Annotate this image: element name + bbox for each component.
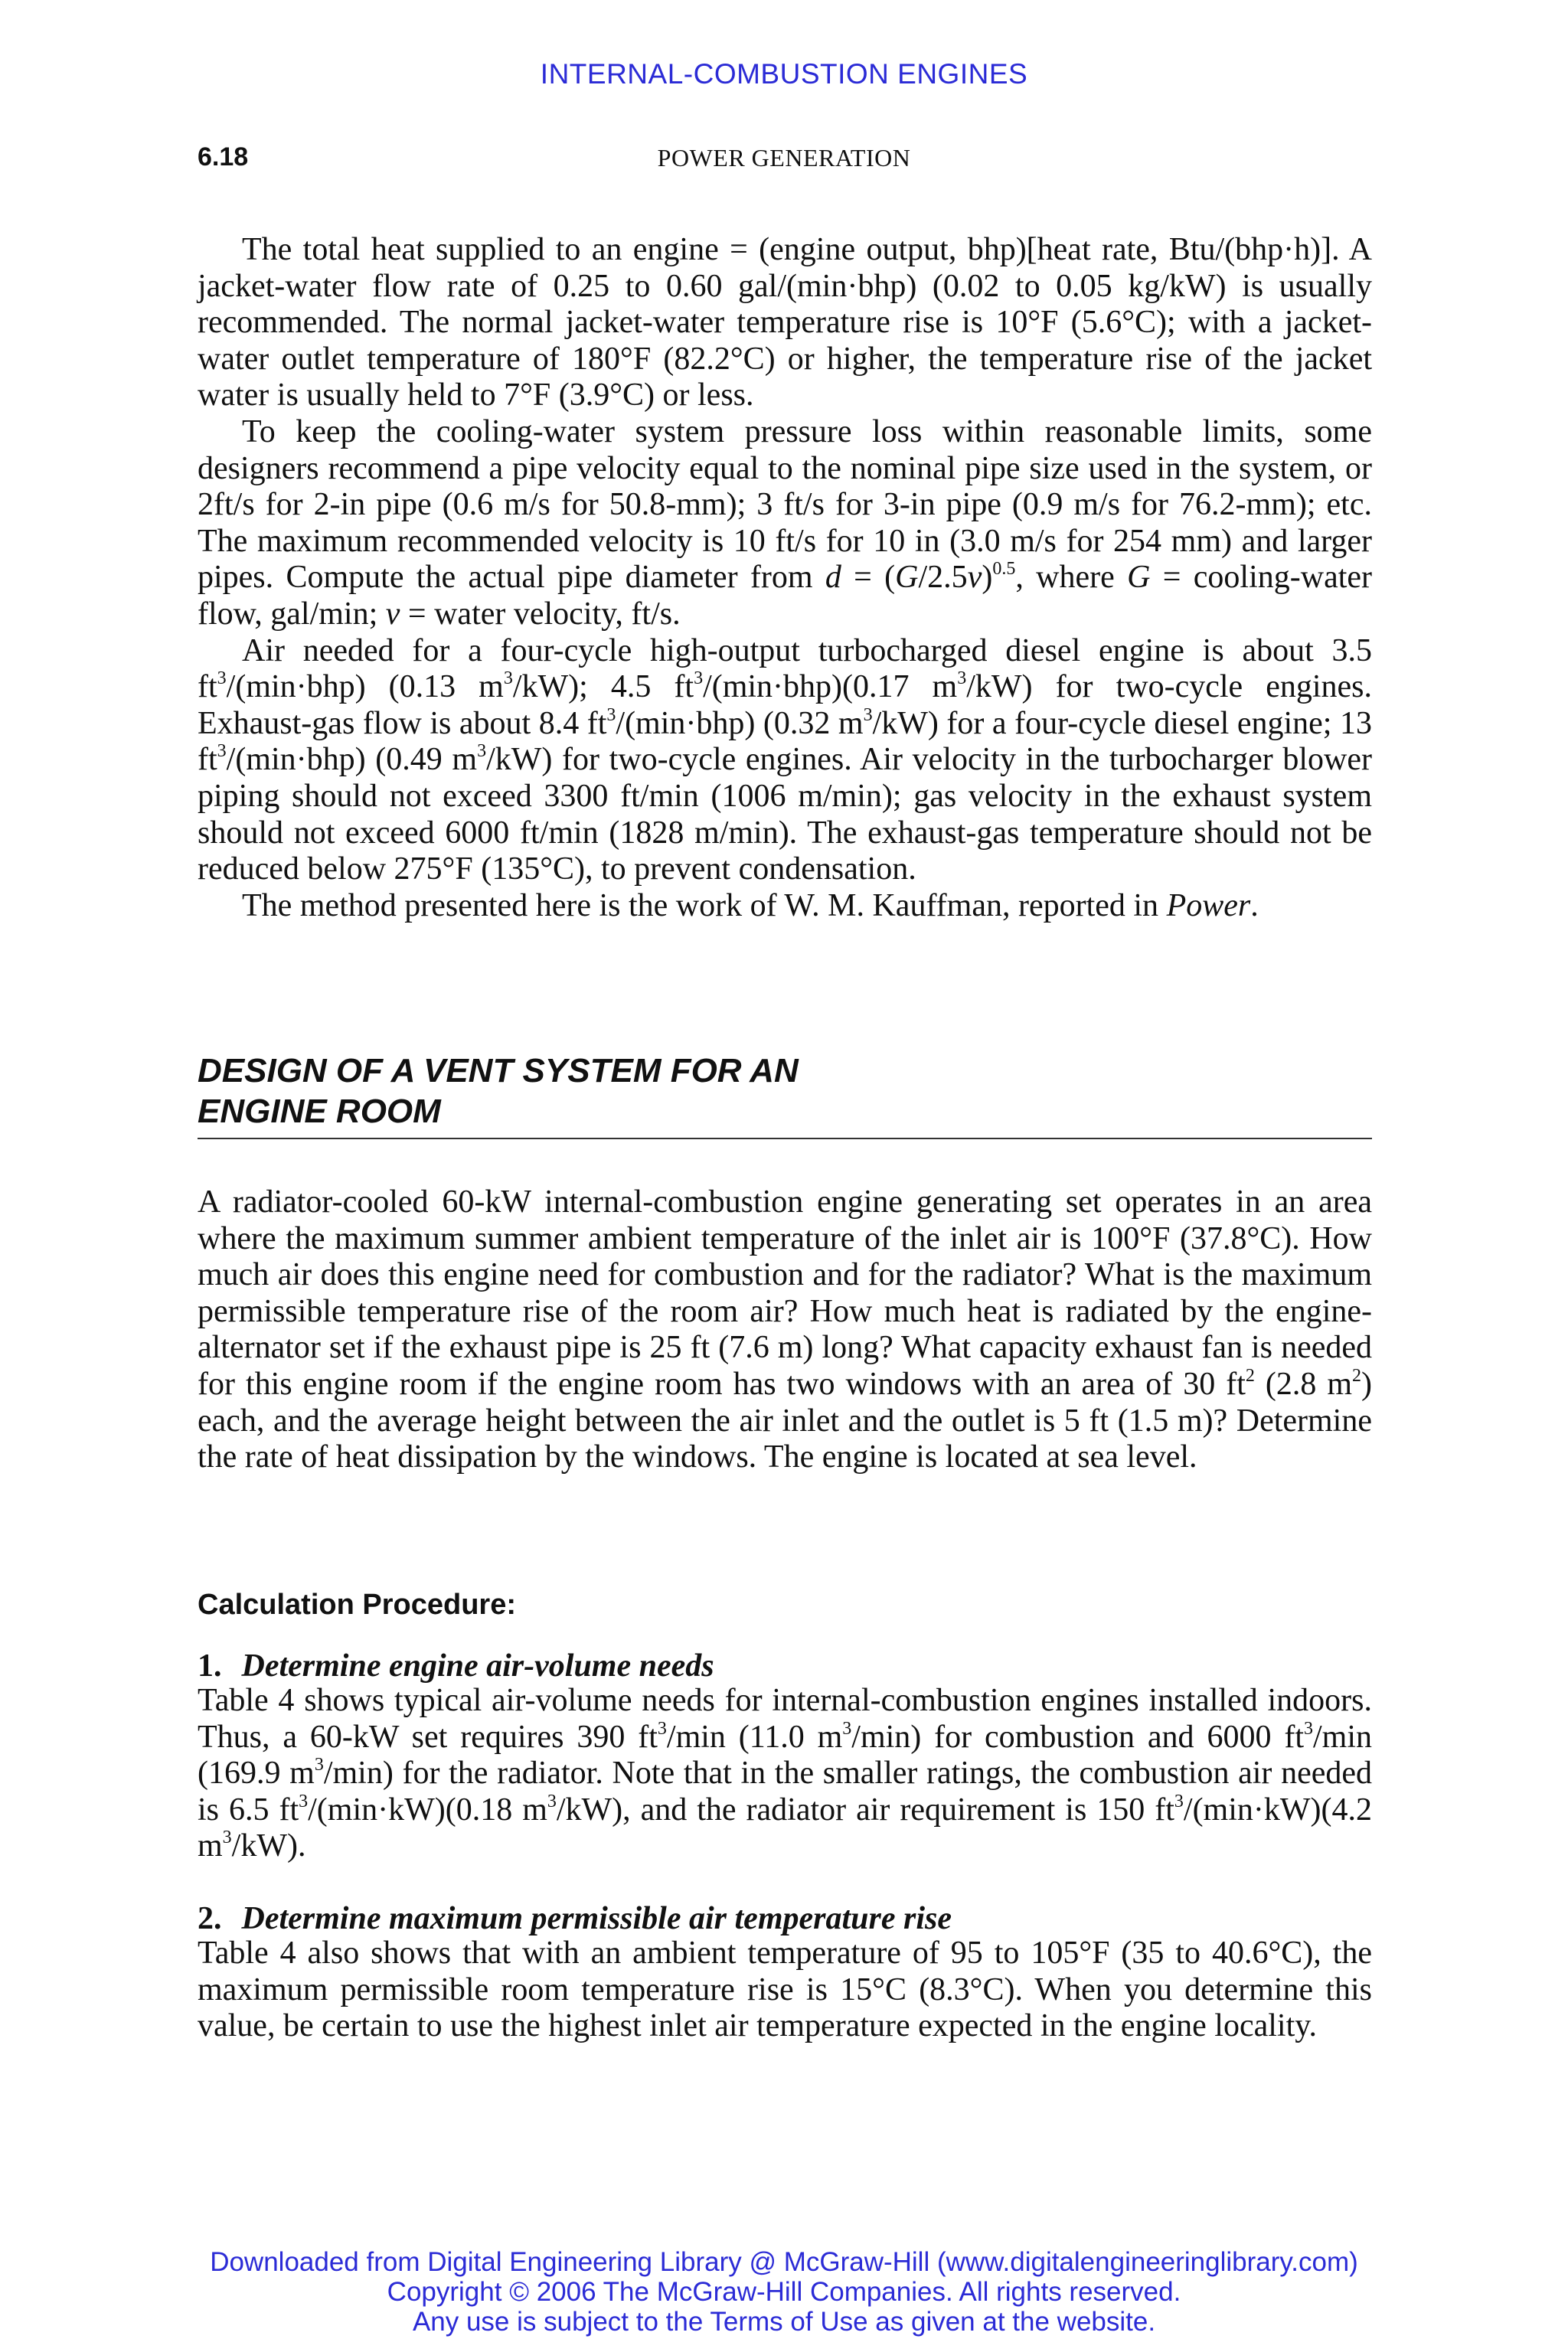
step-1-body [198, 1683, 1372, 1865]
paragraph-step-1: Table 4 shows typical air-volume needs for internal-combustion engines installed indoors. Thus, a 60-kW set requires 390 $ft^3/\min$ (11.0 $m^3/\min$) for combustion and 6000 $ft^3/\min$ (169.9 $m^3/\min$) for the radiator. Note that in the smaller ratings, the combustion air needed is 6.5 $ft^3/(\min\cdot kW)(0.18$ $m^3/kW$), and the radiator air requirement is 150 $ft^3/(\min\cdot kW)(4.2$ $m^3/kW$). [198, 1683, 1372, 1864]
step-2-name: Determine maximum permissible air temperature rise [241, 1901, 952, 1936]
procedure-label: Calculation Procedure: [198, 1589, 516, 1621]
section-name: POWER GENERATION [657, 144, 911, 172]
step-2-body [198, 1936, 1372, 2045]
paragraph-pipe-velocity: To keep the cooling-water system pressure loss within reasonable limits, some designers recommend a pipe velocity equal to the nominal pipe size used in the system, or 2ft/s for 2-in pipe (0.6 m/s for 50.8-mm); 3 ft/s for 3-in pipe (0.9 m/s for 76.2-mm); etc. The maximum recommended velocity is 10 ft/s for 10 in (3.0 m/s for 254 mm) and larger pipes. Compute the actual pipe diameter from $d = (G/2.5v)^{0.5}$, where G = cooling-water flow, gal/min; v = water velocity, ft/s. [198, 413, 1373, 632]
section-heading-line1: DESIGN OF A VENT SYSTEM FOR AN [198, 1052, 799, 1089]
step-1-name: Determine engine air-volume needs [241, 1648, 714, 1684]
section-heading-line2: ENGINE ROOM [198, 1093, 441, 1130]
footer-copyright: Copyright © 2006 The McGraw-Hill Companies. All rights reserved. [387, 2277, 1181, 2307]
paragraph-source: The method presented here is the work of W. M. Kauffman, reported in Power. [242, 887, 1259, 923]
section-heading [198, 1050, 1372, 1132]
footer [0, 2247, 1568, 2337]
heading-divider [198, 1138, 1372, 1139]
paragraph-step-2: Table 4 also shows that with an ambient temperature of 95 to 105°F (35 to 40.6°C), the maximum permissible room temperature rise is 15°C (8.3°C). When you determine this value, be certain to use the highest inlet air temperature expected in the engine locality. [198, 1936, 1372, 2044]
running-head: INTERNAL-COMBUSTION ENGINES [540, 58, 1028, 90]
paragraph-problem: A radiator-cooled 60-kW internal-combustion engine generating set operates in an area where the maximum summer ambient temperature of the inlet air is 100°F (37.8°C). How much air does this engine need for combustion and for the radiator? What is the maximum permissible temperature rise of the room air? How much heat is radiated by the engine-alternator set if the exhaust pipe is 25 ft (7.6 m) long? What capacity exhaust fan is needed for this engine room if the engine room has two windows with an area of 30 $ft^2$ (2.8 $m^2$) each, and the average height between the air inlet and the outlet is 5 ft (1.5 m)? Determine the rate of heat dissipation by the windows. The engine is located at sea level. [198, 1184, 1372, 1475]
footer-download-link[interactable]: Downloaded from Digital Engineering Library @ McGraw-Hill (www.digitalengineeringlibrary.com) [210, 2247, 1358, 2277]
paragraph-air-needed: Air needed for a four-cycle high-output turbocharged diesel engine is about 3.5 $ft^3/(\min\cdot bhp)$ (0.13 $m^3/kW$); 4.5 $ft^3/(\min\cdot bhp)(0.17$ $m^3/kW$) for two-cycle engines. Exhaust-gas flow is about 8.4 $ft^3/(\min\cdot bhp)$ (0.32 $m^3/kW$) for a four-cycle diesel engine; 13 $ft^3/(\min\cdot bhp)$ (0.49 $m^3/kW$) for two-cycle engines. Air velocity in the turbocharger blower piping should not exceed 3300 ft/min (1006 m/min); gas velocity in the exhaust system should not exceed 6000 ft/min (1828 m/min). The exhaust-gas temperature should not be reduced below 275°F (135°C), to prevent condensation. [198, 632, 1372, 887]
step-2-number: 2. [198, 1901, 222, 1936]
footer-terms-link[interactable]: Any use is subject to the Terms of Use as given at the website. [412, 2307, 1156, 2337]
problem-statement [198, 1184, 1372, 1476]
intro-text [198, 232, 1372, 924]
step-1-title [198, 1648, 1372, 1684]
step-1-number: 1. [198, 1648, 222, 1684]
paragraph-heat-supply: The total heat supplied to an engine = (engine output, bhp)[heat rate, Btu/(bhp·h)]. A jacket-water flow rate of 0.25 to 0.60 gal/(min·bhp) (0.02 to 0.05 kg/kW) is usually recommended. The normal jacket-water temperature rise is 10°F (5.6°C); with a jacket-water outlet temperature of 180°F (82.2°C) or higher, the temperature rise of the jacket water is usually held to 7°F (3.9°C) or less. [198, 232, 1372, 413]
page-number: 6.18 [198, 142, 249, 172]
step-2-title [198, 1900, 1372, 1937]
